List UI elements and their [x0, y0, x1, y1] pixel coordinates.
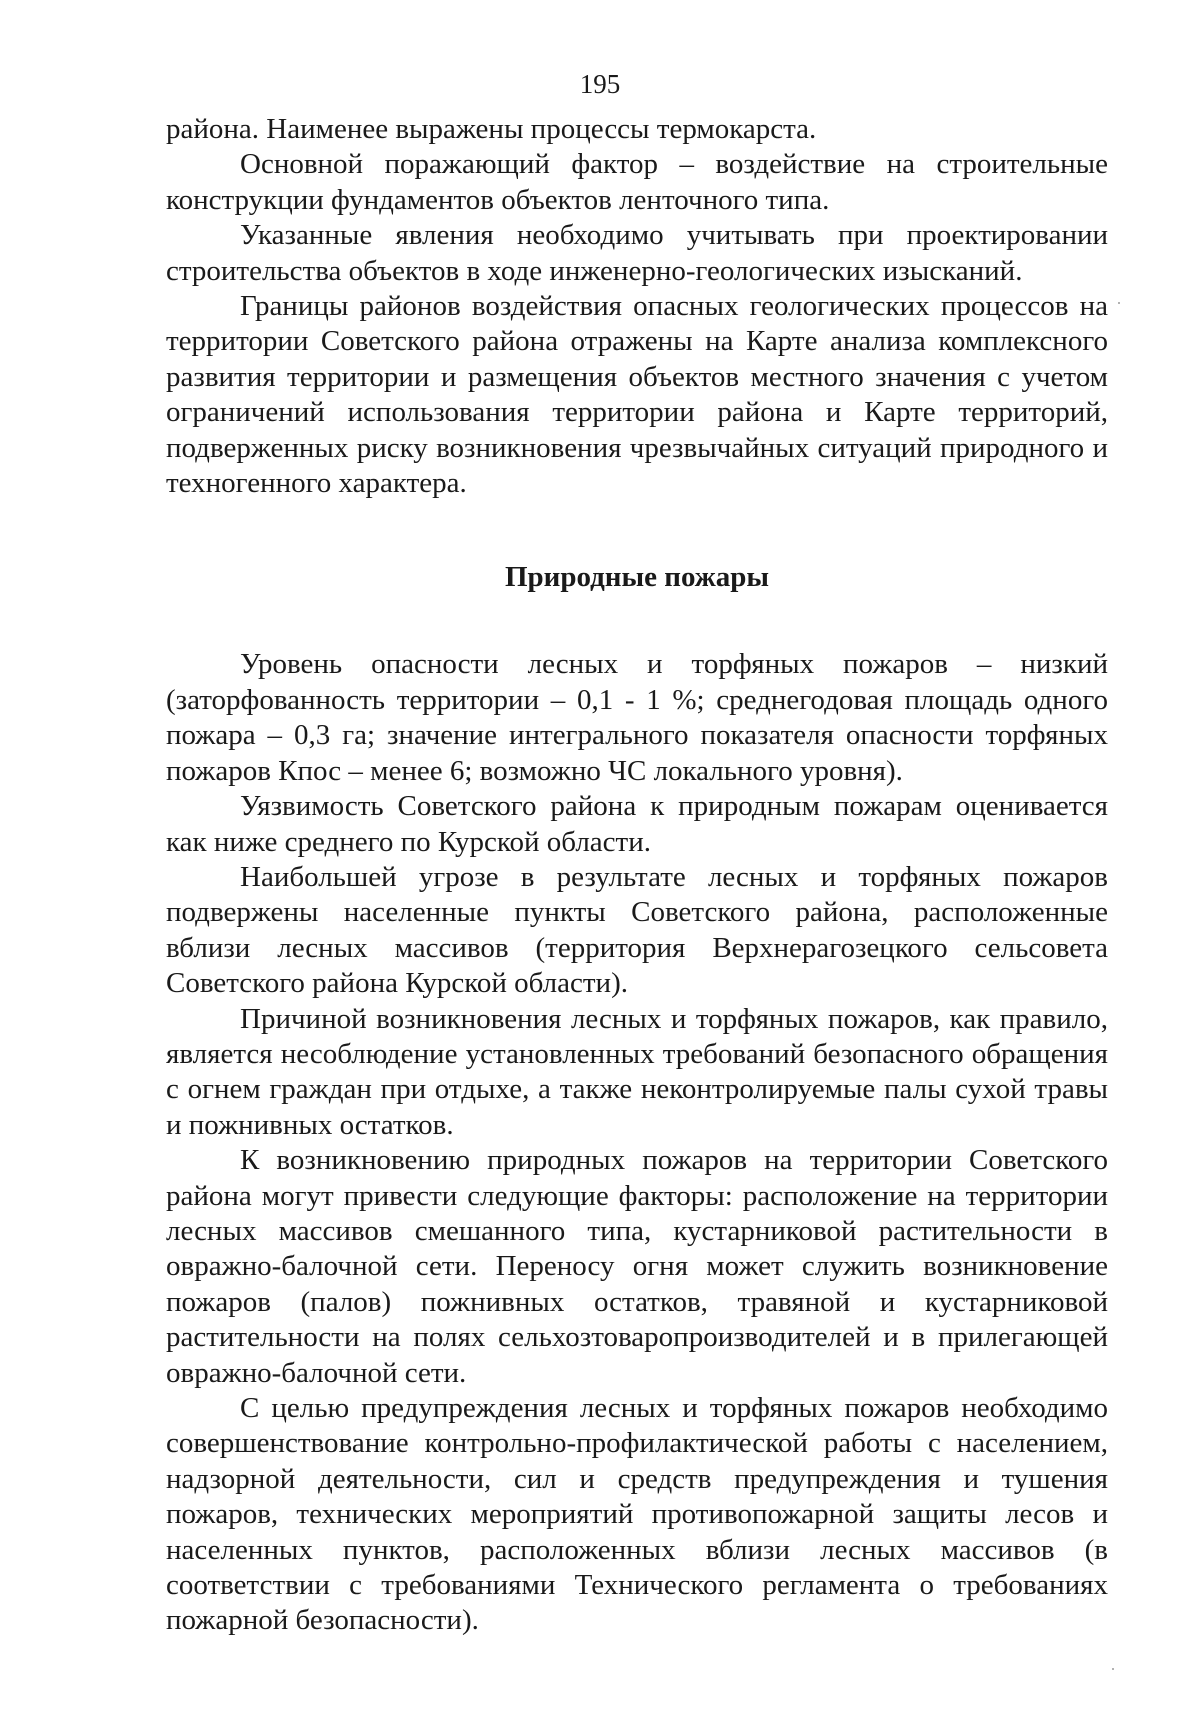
page-body — [166, 112, 1108, 1639]
paragraph-design-consideration: Указанные явления необходимо учитывать при проектировании строительства объектов в ходе инженерно-геологических изысканий. — [166, 219, 1108, 287]
paragraph-continuation: района. Наименее выражены процессы термокарста. — [166, 113, 817, 145]
paragraph-fire-danger-level: Уровень опасности лесных и торфяных пожаров – низкий (заторфованность территории – 0,1 - 1 %; среднегодовая площадь одного пожара – 0,3 га; значение интегрального показателя опасности торфяных пожаров Кпос – менее 6; возможно ЧС локального уровня). — [166, 648, 1108, 787]
paragraph-fire-causes: Причиной возникновения лесных и торфяных пожаров, как правило, является несоблюдение установленных требований безопасного обращения с огнем граждан при отдыхе, а также неконтролируемые палы сухой травы и пожнивных остатков. — [166, 1002, 1108, 1141]
paragraph-greatest-threat: Наибольшей угрозе в результате лесных и торфяных пожаров подвержены населенные пункты Советского района, расположенные вблизи лесных массивов (территория Верхнерагозецкого сельсовета Советского района Курской области). — [166, 860, 1108, 1000]
scan-artifact — [1118, 302, 1120, 304]
section-heading-natural-fires: Природные пожары — [504, 561, 770, 594]
page-number: 195 — [579, 69, 621, 99]
paragraph-prevention-measures: С целью предупреждения лесных и торфяных пожаров необходимо совершенствование контрольно-профилактической работы с населением, надзорной деятельности, сил и средств предупреждения и тушения пожаров, технических мероприятий противопожарной защиты лесов и населенных пунктов, расположенных вблизи лесных массивов (в соответствии с требованиями Технического регламента о требованиях пожарной безопасности). — [166, 1392, 1108, 1637]
paragraph-district-boundaries: Границы районов воздействия опасных геологических процессов на территории Советского района отражены на Карте анализа комплексного развития территории и размещения объектов местного значения с учетом ограничений использования территории района и Карте территорий, подверженных риску возникновения чрезвычайных ситуаций природного и техногенного характера. — [166, 290, 1108, 500]
paragraph-contributing-factors: К возникновению природных пожаров на территории Советского района могут привести следующие факторы: расположение на территории лесных массивов смешанного типа, кустарниковой растительности в овражно-балочной сети. Переносу огня может служить возникновение пожаров (палов) пожнивных остатков, травяной и кустарниковой растительности на полях сельхозтоваропроизводителей и в прилегающей овражно-балочной сети. — [166, 1144, 1108, 1389]
paragraph-vulnerability: Уязвимость Советского района к природным пожарам оценивается как ниже среднего по Курской области. — [166, 790, 1108, 858]
paragraph-damaging-factor: Основной поражающий фактор – воздействие на строительные конструкции фундаментов объектов ленточного типа. — [166, 148, 1108, 216]
scan-artifact — [1112, 1668, 1114, 1670]
